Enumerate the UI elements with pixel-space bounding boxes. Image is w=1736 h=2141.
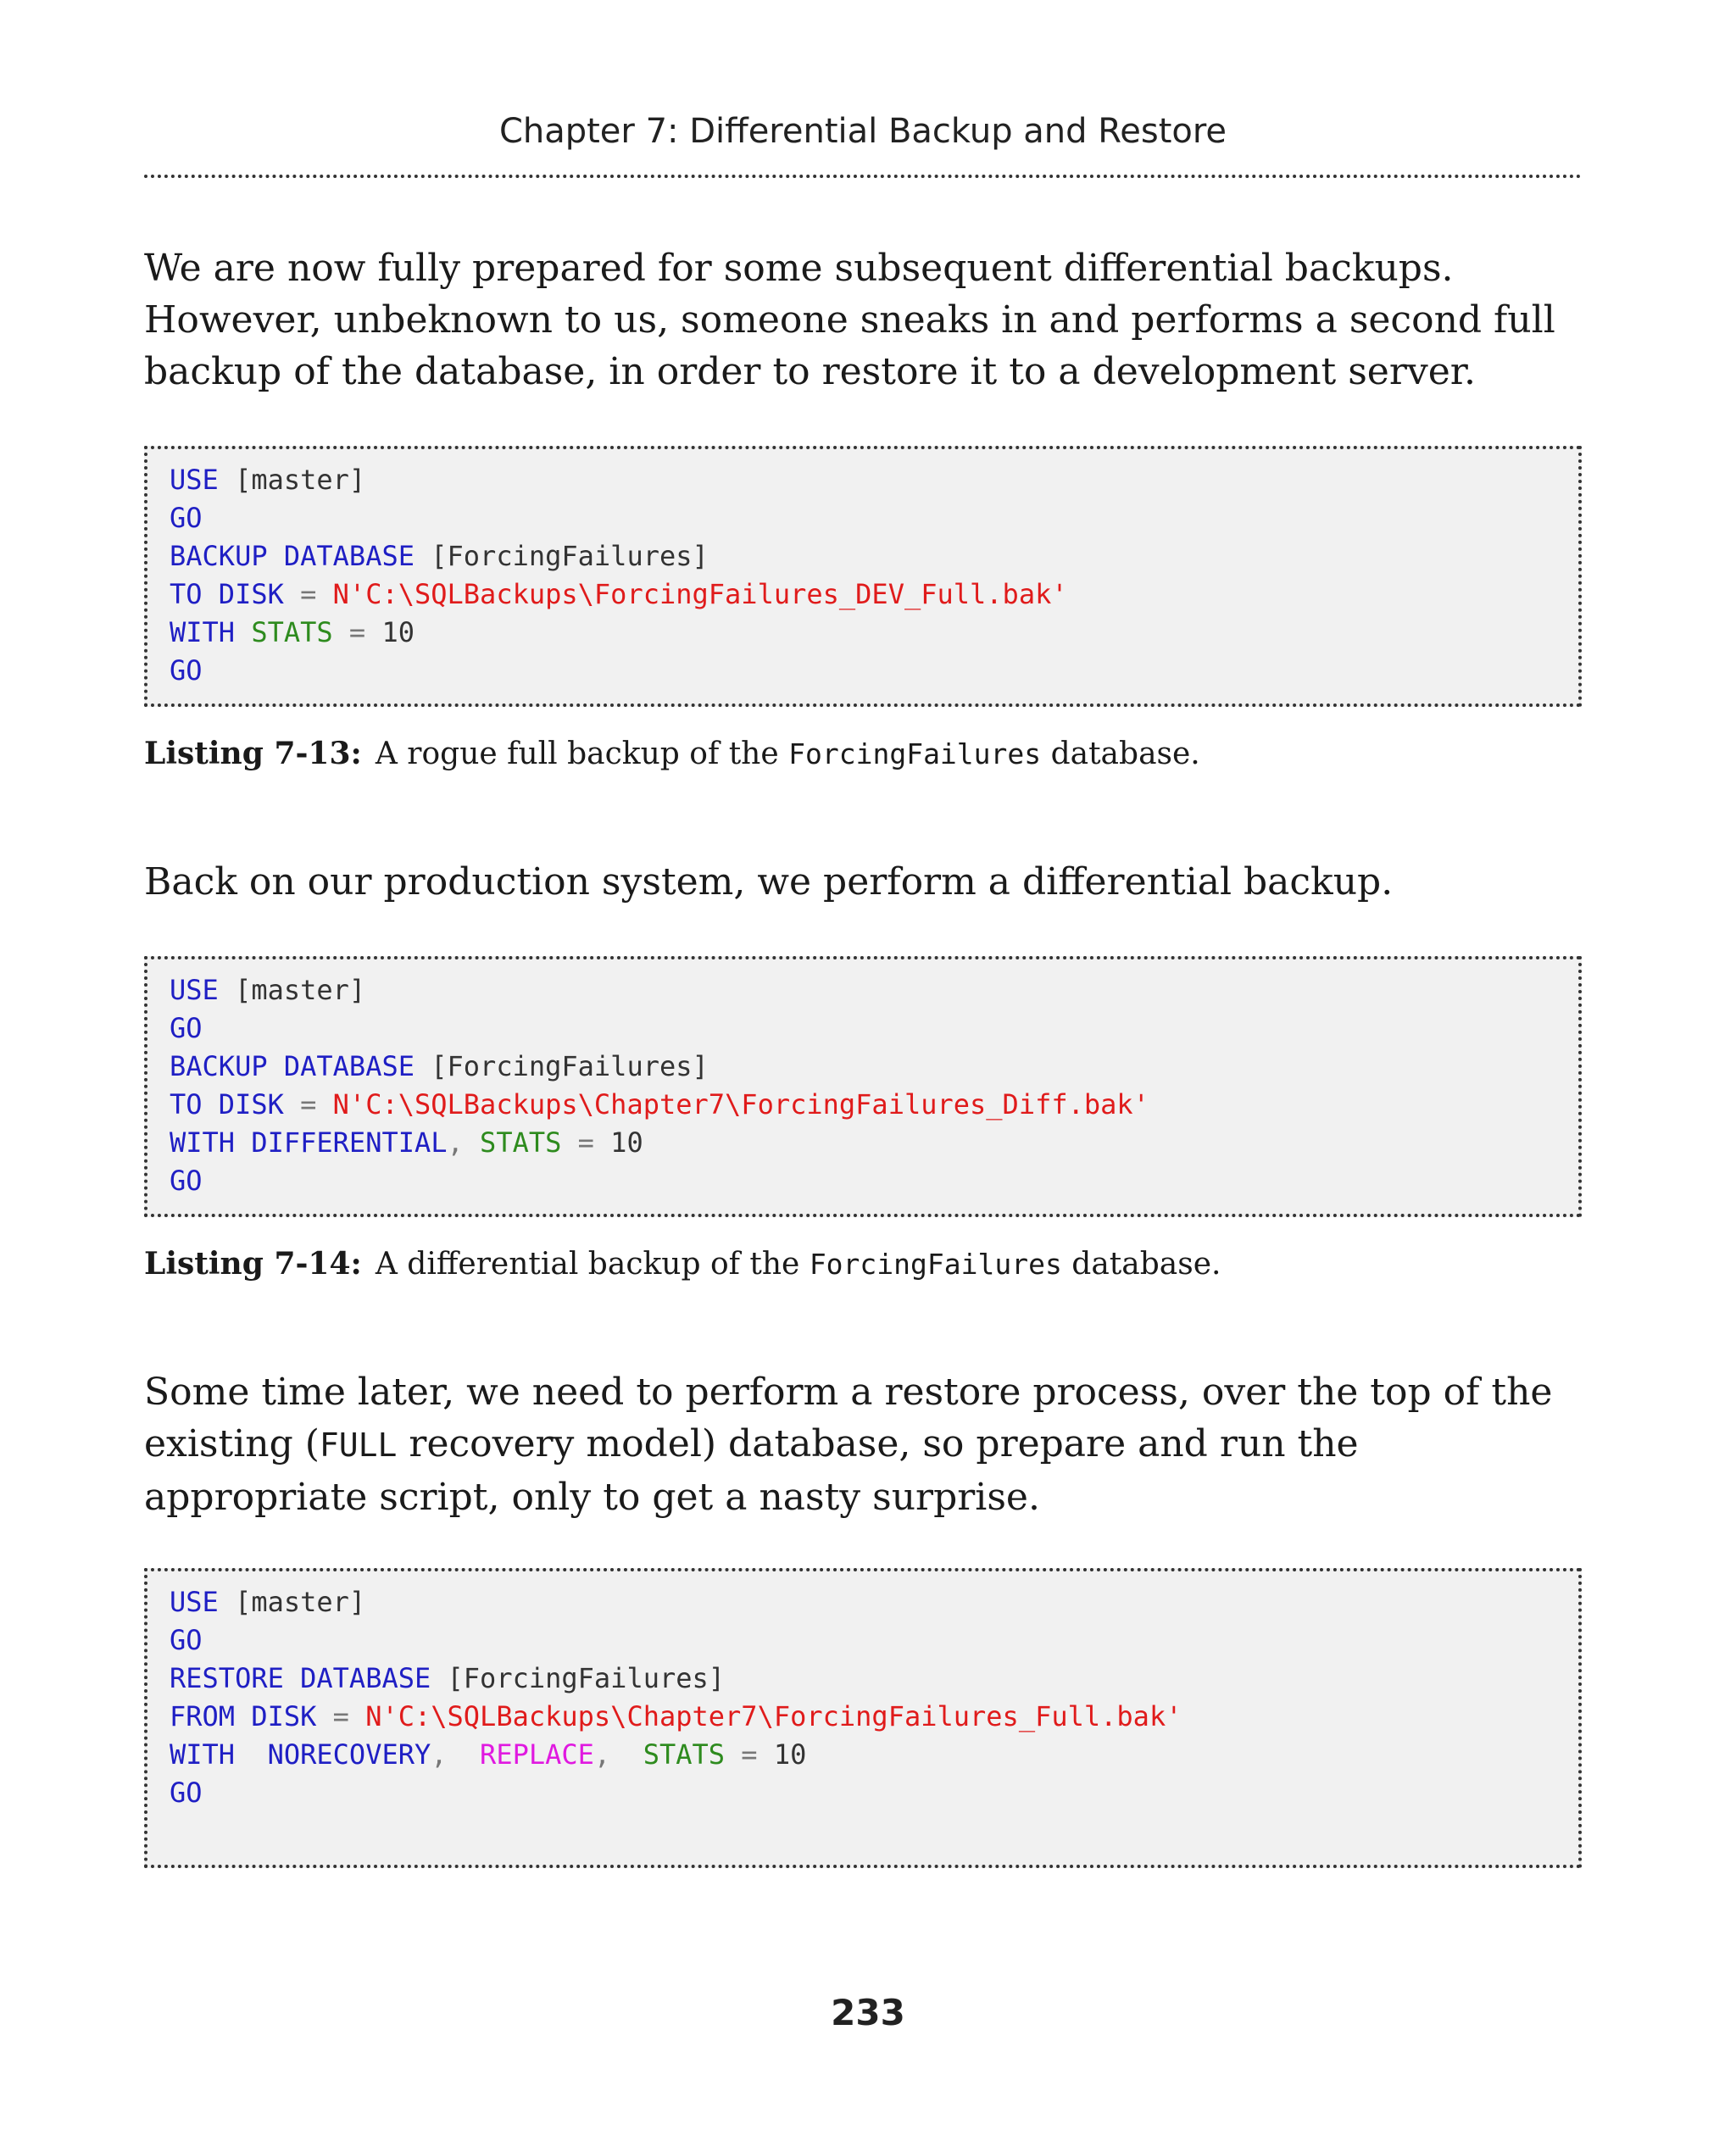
code-line [170, 1162, 1578, 1200]
paragraph-production: Back on our production system, we perform a differential backup. [144, 860, 1394, 904]
code-token: , [431, 1738, 481, 1771]
code-token [235, 1700, 251, 1732]
code-line [170, 1124, 1578, 1162]
code-token: GO [170, 1165, 203, 1197]
code-token: DISK [218, 578, 284, 610]
code-token: N'C:\SQLBackups\ForcingFailures_DEV_Full.bak' [332, 578, 1068, 610]
code-line [170, 461, 1578, 499]
code-token: BACKUP [170, 1050, 268, 1082]
code-token: GO [170, 654, 203, 687]
code-token: DATABASE [283, 1050, 415, 1082]
code-line [170, 1736, 1578, 1774]
code-token: N'C:\SQLBackups\Chapter7\ForcingFailures_Full.bak' [365, 1700, 1182, 1732]
code-token: REPLACE [480, 1738, 594, 1771]
paragraph-restore-text-end: recovery model) database, so prepare and run the appropriate script, only to get a nasty surprise. [144, 1422, 1359, 1519]
code-token: [ForcingFailures] [431, 1662, 726, 1694]
code-token: WITH [170, 1126, 236, 1159]
code-token [268, 1050, 284, 1082]
code-token: , [593, 1738, 643, 1771]
caption-text-end: database. [1041, 737, 1200, 771]
code-line [170, 499, 1578, 537]
code-line [170, 1583, 1578, 1621]
code-token: [ForcingFailures] [414, 540, 709, 572]
code-token: STATS [643, 1738, 726, 1771]
code-token: DATABASE [300, 1662, 431, 1694]
code-token: GO [170, 1624, 203, 1656]
code-line [170, 652, 1578, 690]
code-listing-7-13 [144, 446, 1582, 707]
caption-listing-7-13 [144, 736, 1585, 771]
caption-code: ForcingFailures [809, 1248, 1062, 1281]
code-line [170, 1009, 1578, 1048]
code-token: WITH [170, 1738, 236, 1771]
code-token [235, 1126, 251, 1159]
code-line [170, 971, 1578, 1009]
code-token: = [283, 1088, 333, 1121]
code-line [170, 614, 1578, 652]
code-line [170, 1621, 1578, 1660]
caption-code: ForcingFailures [788, 737, 1042, 770]
code-listing-7-14 [144, 956, 1582, 1217]
code-token: , [447, 1126, 481, 1159]
code-line [170, 1660, 1578, 1698]
code-token: USE [170, 464, 219, 496]
code-token: STATS [480, 1126, 562, 1159]
code-token: GO [170, 1012, 203, 1044]
code-line [170, 1774, 1578, 1812]
header-divider [144, 175, 1582, 178]
code-token: BACKUP [170, 540, 268, 572]
code-token: USE [170, 1586, 219, 1618]
code-token: NORECOVERY [267, 1738, 431, 1771]
paragraph-intro: We are now fully prepared for some subsequent differential backups. However, unbeknown to us, someone sneaks in and performs a second full backup of the database, in order to restore it to a development server. [144, 247, 1555, 393]
code-token: FROM [170, 1700, 236, 1732]
code-token: = [283, 578, 333, 610]
code-token: N'C:\SQLBackups\Chapter7\ForcingFailures_Diff.bak' [332, 1088, 1149, 1121]
code-token: USE [170, 974, 219, 1006]
chapter-header: Chapter 7: Differential Backup and Restore [498, 112, 1227, 151]
code-line [170, 576, 1578, 614]
code-token [235, 616, 251, 648]
code-token: RESTORE [170, 1662, 284, 1694]
code-token: = [561, 1126, 611, 1159]
code-token: TO [170, 578, 203, 610]
code-token: WITH [170, 616, 236, 648]
code-token [235, 1738, 268, 1771]
code-token: DISK [251, 1700, 317, 1732]
code-token [268, 540, 284, 572]
paragraph-restore-text: Some time later, we need to perform a restore process, over the top of the existing ( [144, 1371, 1553, 1465]
caption-text: A differential backup of the [375, 1247, 810, 1282]
code-token: [master] [218, 1586, 366, 1618]
inline-code-full: FULL [319, 1426, 398, 1464]
code-token: 10 [381, 616, 415, 648]
caption-label: Listing 7-13: [144, 736, 362, 771]
code-token: [master] [218, 464, 366, 496]
code-token: = [332, 616, 382, 648]
code-token: 10 [610, 1126, 643, 1159]
code-token: DATABASE [283, 540, 415, 572]
code-token: DIFFERENTIAL [251, 1126, 448, 1159]
code-line [170, 537, 1578, 576]
code-token [203, 1088, 219, 1121]
paragraph-restore [144, 1366, 1585, 1523]
page-number: 233 [831, 1992, 905, 2033]
caption-label: Listing 7-14: [144, 1246, 362, 1282]
code-token: STATS [251, 616, 333, 648]
code-line [170, 1086, 1578, 1124]
code-token: = [725, 1738, 774, 1771]
caption-listing-7-14 [144, 1246, 1585, 1282]
caption-text-end: database. [1061, 1247, 1221, 1282]
code-token: [ForcingFailures] [414, 1050, 709, 1082]
code-token: GO [170, 502, 203, 534]
code-token: GO [170, 1777, 203, 1809]
code-token [284, 1662, 300, 1694]
code-listing-restore [144, 1568, 1582, 1868]
code-line [170, 1048, 1578, 1086]
code-token [203, 578, 219, 610]
code-token: DISK [218, 1088, 284, 1121]
code-token: [master] [218, 974, 366, 1006]
code-token: TO [170, 1088, 203, 1121]
caption-text: A rogue full backup of the [375, 737, 789, 771]
code-token: 10 [773, 1738, 807, 1771]
code-token: = [316, 1700, 366, 1732]
code-line [170, 1698, 1578, 1736]
